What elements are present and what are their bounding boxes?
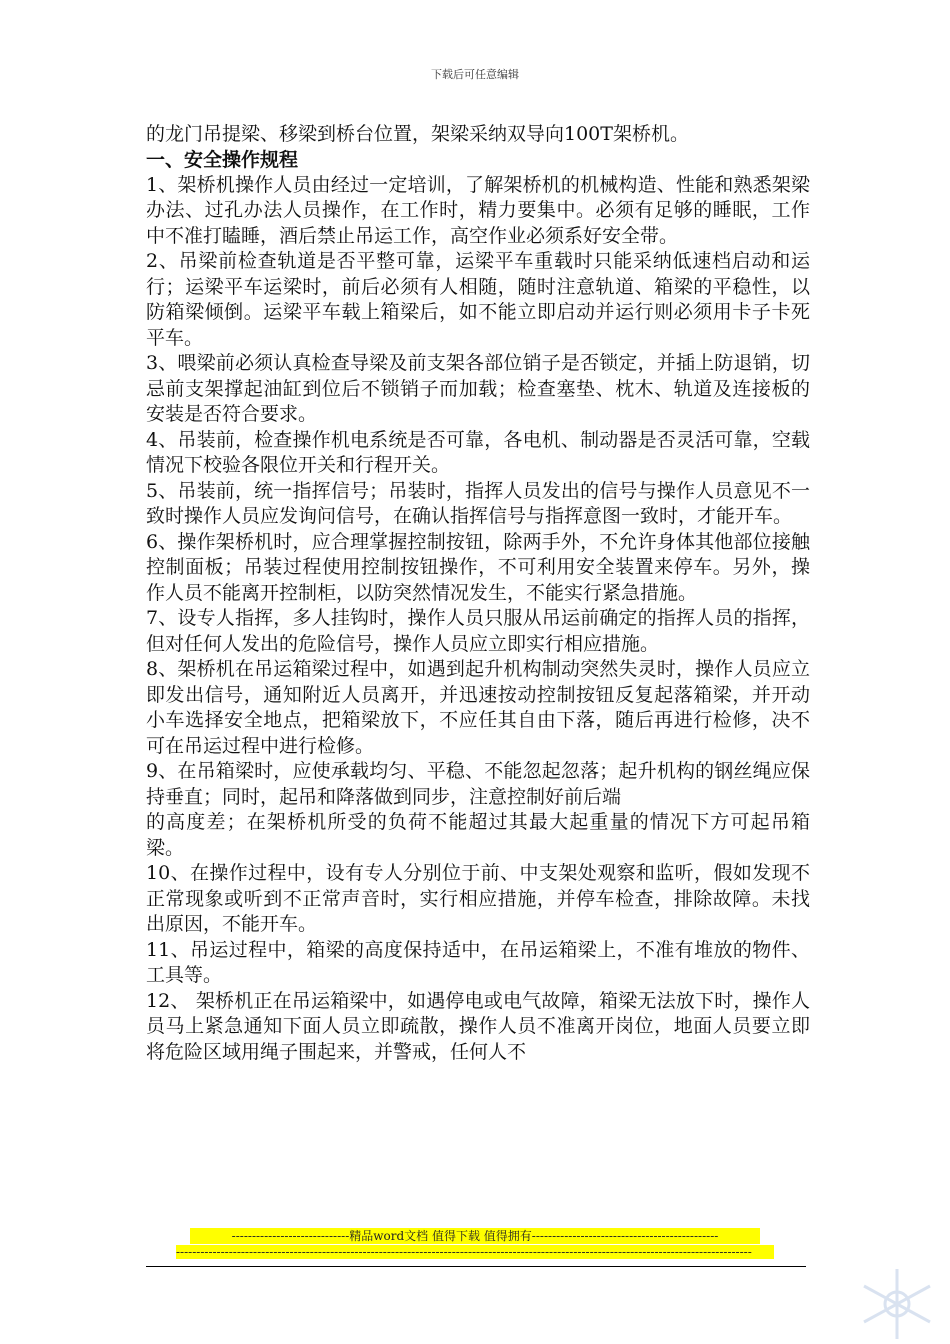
footer-banner-line1: -----------------------------精品word文档 值得下载 值得拥有---------------------------------------------- [190,1228,760,1244]
rule-item: 的高度差；在架桥机所受的负荷不能超过其最大起重量的情况下方可起吊箱梁。 [146,811,810,859]
rule-item: 11、吊运过程中，箱梁的高度保持适中，在吊运箱梁上，不准有堆放的物件、工具等。 [146,938,810,986]
rule-item: 10、在操作过程中，设有专人分别位于前、中支架处观察和监听，假如发现不正常现象或听到不正常声音时，实行相应措施，并停车检查，排除故障。未找出原因，不能开车。 [146,862,810,935]
section-heading: 一、安全操作规程 [146,148,299,171]
rule-item: 12、 架桥机正在吊运箱梁中，如遇停电或电气故障，箱梁无法放下时，操作人员马上紧急通知下面人员立即疏散，操作人员不准离开岗位，地面人员要立即将危险区域用绳子围起来，并警戒，任何人不 [146,989,810,1063]
document-body [146,122,810,1065]
rule-item: 6、操作架桥机时，应合理掌握控制按钮，除两手外，不允许身体其他部位接触控制面板；吊装过程使用控制按钮操作，不可利用安全装置来停车。另外，操作人员不能离开控制柜，以防突然情况发生，不能实行紧急措施。 [146,530,810,604]
rule-item: 8、架桥机在吊运箱梁过程中，如遇到起升机构制动突然失灵时，操作人员应立即发出信号，通知附近人员离开，并迅速按动控制按钮反复起落箱梁，并开动小车选择安全地点，把箱梁放下，不应任其自由下落，随后再进行检修，决不可在吊运过程中进行检修。 [146,658,810,757]
rule-item: 3、喂梁前必须认真检查导梁及前支架各部位销子是否锁定，并插上防退销，切忌前支架撑起油缸到位后不锁销子而加载；检查塞垫、枕木、轨道及连接板的安装是否符合要求。 [146,352,810,425]
rule-item: 5、吊装前，统一指挥信号；吊装时，指挥人员发出的信号与操作人员意见不一致时操作人员应发询问信号，在确认指挥信号与指挥意图一致时，才能开车。 [146,479,810,527]
rule-item: 4、吊装前，检查操作机电系统是否可靠，各电机、制动器是否灵活可靠，空载情况下校验各限位开关和行程开关。 [146,428,810,476]
footer-banner-line2: ---------------------------------------------------------------------------------------------------------------------------------------------- [176,1245,774,1259]
rule-item: 9、在吊箱梁时，应使承载均匀、平稳、不能忽起忽落；起升机构的钢丝绳应保持垂直；同时，起吊和降落做到同步，注意控制好前后端 [146,760,810,808]
intro-paragraph: 的龙门吊提梁、移梁到桥台位置，架梁采纳双导向100T架桥机。 [146,123,689,145]
header-note: 下载后可任意编辑 [431,68,519,81]
rule-item: 1、架桥机操作人员由经过一定培训，了解架桥机的机械构造、性能和熟悉架梁办法、过孔办法人员操作，在工作时，精力要集中。必须有足够的睡眠，工作中不准打瞌睡，酒后禁止吊运工作，高空作业必须系好安全带。 [146,173,810,247]
snowflake-icon [852,1264,942,1344]
rule-item: 7、设专人指挥，多人挂钩时，操作人员只服从吊运前确定的指挥人员的指挥，但对任何人发出的危险信号，操作人员应立即实行相应措施。 [146,607,810,655]
rule-item: 2、吊梁前检查轨道是否平整可靠，运梁平车重载时只能采纳低速档启动和运行；运梁平车运梁时，前后必须有人相随，随时注意轨道、箱梁的平稳性，以防箱梁倾倒。运梁平车载上箱梁后，如不能立即启动并运行则必须用卡子卡死平车。 [146,250,810,349]
footer-divider [146,1266,806,1267]
